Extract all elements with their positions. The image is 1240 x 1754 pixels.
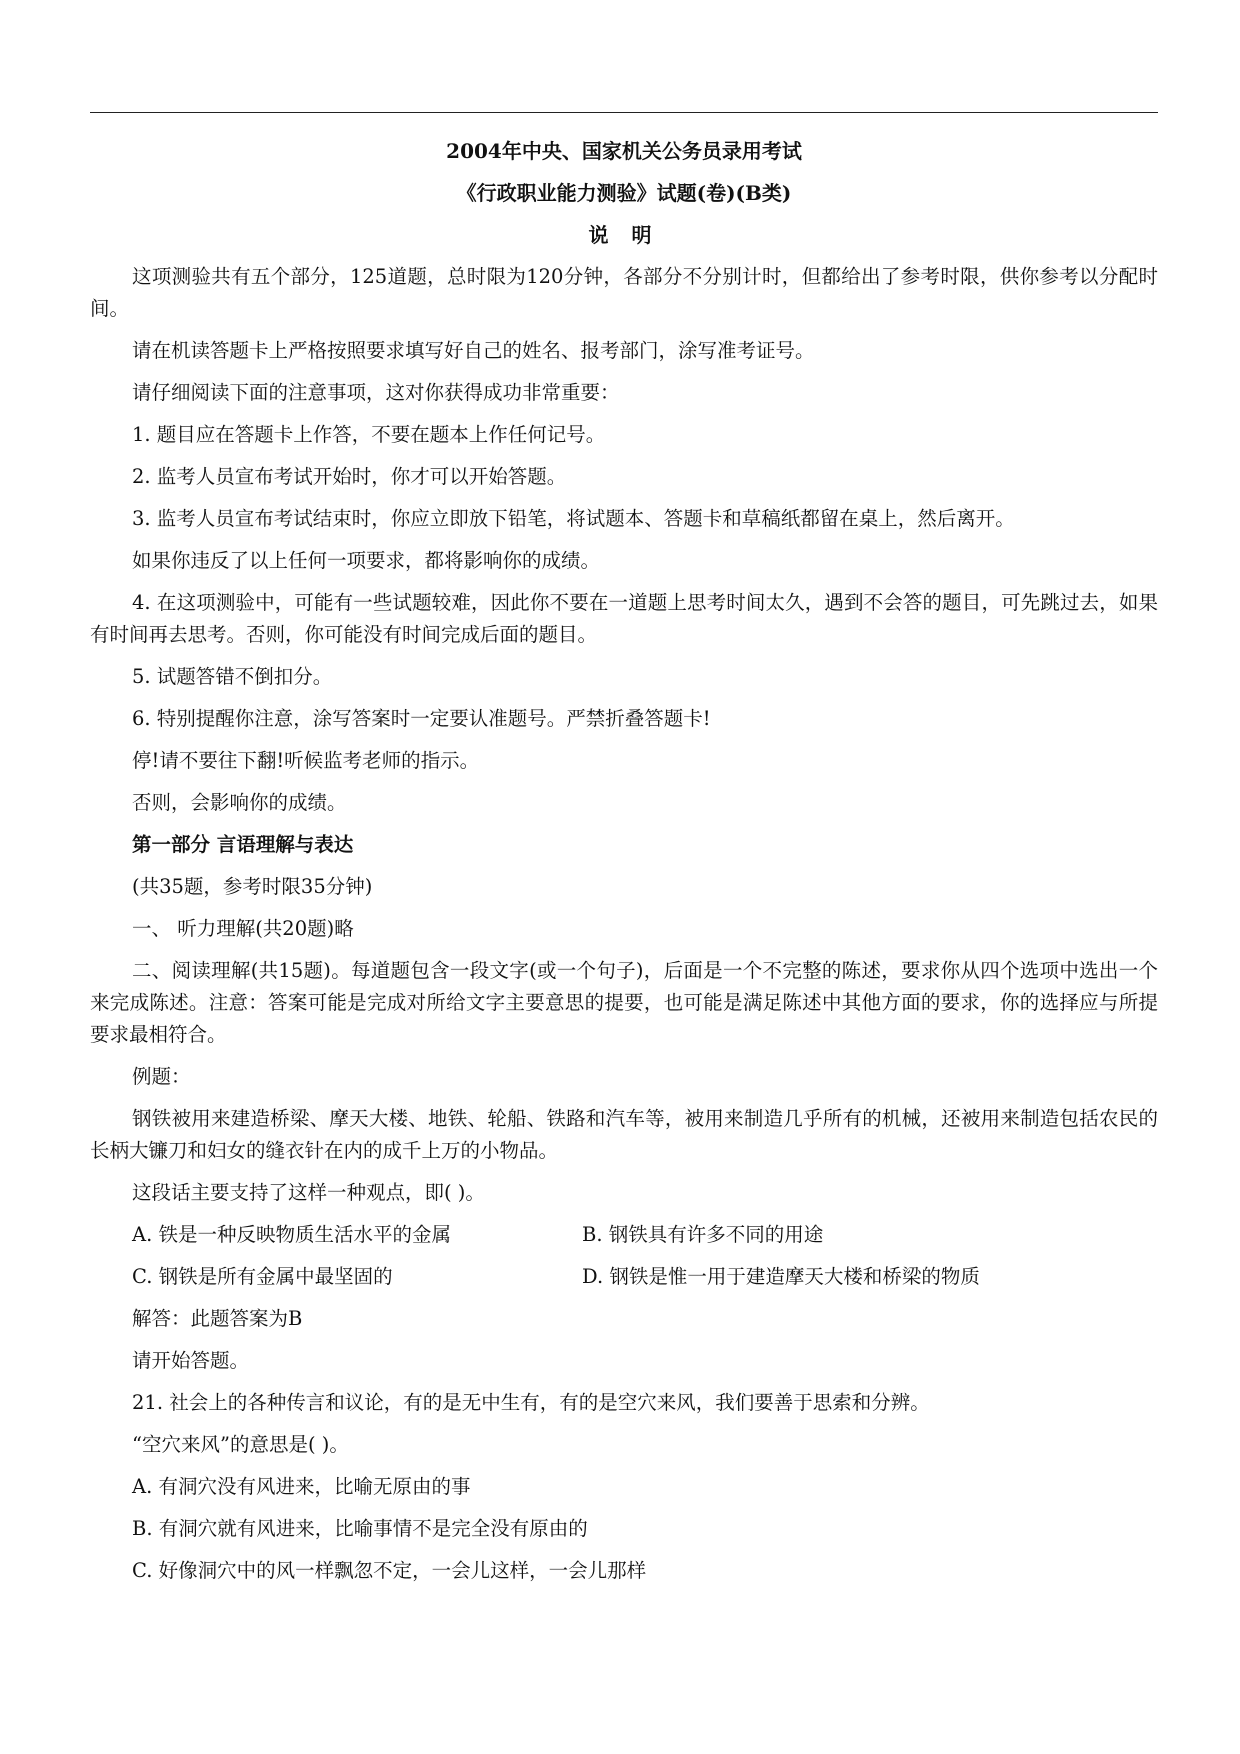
document-body — [90, 130, 1158, 1592]
question-21-option-c: C. 好像洞穴中的风一样飘忽不定，一会儿这样，一会儿那样 — [132, 1559, 647, 1582]
example-label: 例题： — [132, 1065, 191, 1088]
intro-paragraph-2: 请在机读答题卡上严格按照要求填写好自己的姓名、报考部门，涂写准考证号。 — [132, 339, 815, 362]
section-reading-instructions: 二、阅读理解(共15题)。每道题包含一段文字(或一个句子)，后面是一个不完整的陈述，要求你从四个选项中选出一个来完成陈述。注意：答案可能是完成对所给文字主要意思的提要，也可能是满足陈述中其他方面的要求，你的选择应与所提要求最相符合。 — [90, 959, 1158, 1046]
question-21-option-b: B. 有洞穴就有风进来，比喻事情不是完全没有原由的 — [132, 1517, 588, 1540]
header-rule — [90, 112, 1158, 113]
part1-title: 第一部分 言语理解与表达 — [132, 833, 354, 856]
note-4: 4. 在这项测验中，可能有一些试题较难，因此你不要在一道题上思考时间太久，遇到不会答的题目，可先跳过去，如果有时间再去思考。否则，你可能没有时间完成后面的题目。 — [90, 591, 1158, 646]
example-answer: 解答：此题答案为B — [132, 1307, 303, 1330]
start-instruction: 请开始答题。 — [132, 1349, 250, 1372]
note-2: 2. 监考人员宣布考试开始时，你才可以开始答题。 — [132, 465, 567, 488]
question-21-option-a: A. 有洞穴没有风进来，比喻无原由的事 — [132, 1475, 471, 1498]
question-21-prompt: “空穴来风”的意思是( )。 — [132, 1433, 349, 1456]
score-warning: 否则，会影响你的成绩。 — [132, 791, 347, 814]
intro-paragraph-1: 这项测验共有五个部分，125道题，总时限为120分钟，各部分不分别计时，但都给出了参考时限，供你参考以分配时间。 — [90, 265, 1158, 320]
example-text: 钢铁被用来建造桥梁、摩天大楼、地铁、轮船、铁路和汽车等，被用来制造几乎所有的机械，还被用来制造包括农民的长柄大镰刀和妇女的缝衣针在内的成千上万的小物品。 — [90, 1107, 1158, 1162]
exam-subtitle: 《行政职业能力测验》试题(卷)(B类) — [456, 181, 792, 205]
part1-meta: (共35题，参考时限35分钟) — [132, 875, 373, 898]
section-listening: 一、 听力理解(共20题)略 — [132, 917, 354, 940]
intro-paragraph-3: 请仔细阅读下面的注意事项，这对你获得成功非常重要： — [132, 381, 620, 404]
note-1: 1. 题目应在答题卡上作答，不要在题本上作任何记号。 — [132, 423, 606, 446]
note-5: 5. 试题答错不倒扣分。 — [132, 665, 333, 688]
note-6: 6. 特别提醒你注意，涂写答案时一定要认准题号。严禁折叠答题卡! — [132, 707, 711, 730]
exam-title: 2004年中央、国家机关公务员录用考试 — [446, 139, 802, 163]
violation-warning: 如果你违反了以上任何一项要求，都将影响你的成绩。 — [132, 549, 601, 572]
question-21-stem: 21. 社会上的各种传言和议论，有的是无中生有，有的是空穴来风，我们要善于思索和分辨。 — [132, 1391, 930, 1414]
example-options-row-1 — [90, 1214, 1158, 1256]
example-option-d: D. 钢铁是惟一用于建造摩天大楼和桥梁的物质 — [582, 1265, 980, 1288]
example-option-b: B. 钢铁具有许多不同的用途 — [582, 1223, 824, 1246]
example-option-c: C. 钢铁是所有金属中最坚固的 — [132, 1265, 393, 1288]
stop-notice: 停!请不要往下翻!听候监考老师的指示。 — [132, 749, 480, 772]
note-3: 3. 监考人员宣布考试结束时，你应立即放下铅笔，将试题本、答题卡和草稿纸都留在桌上，然后离开。 — [132, 507, 1015, 530]
example-question: 这段话主要支持了这样一种观点，即( )。 — [132, 1181, 485, 1204]
instructions-heading: 说 明 — [588, 223, 660, 247]
example-option-a: A. 铁是一种反映物质生活水平的金属 — [132, 1223, 451, 1246]
example-options-row-2 — [90, 1256, 1158, 1298]
